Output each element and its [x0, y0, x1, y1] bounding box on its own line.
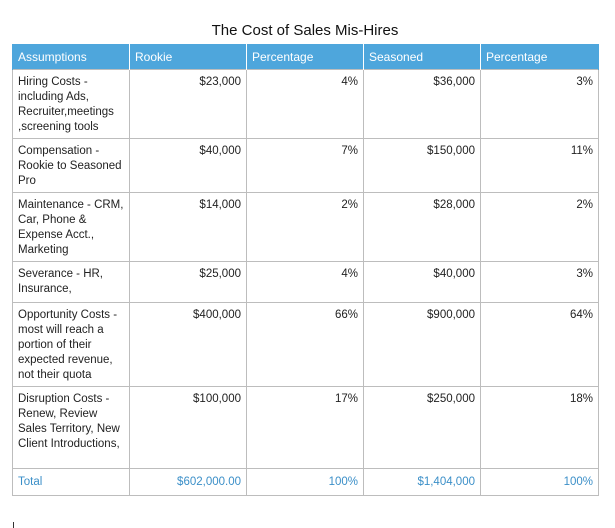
total-seasoned-cost: $1,404,000 — [364, 469, 481, 496]
seasoned-cost: $250,000 — [364, 387, 481, 469]
table-row — [13, 139, 599, 193]
seasoned-percentage: 64% — [481, 303, 599, 387]
table-row — [13, 193, 599, 262]
total-row — [13, 469, 599, 496]
header-rookie-percentage: Percentage — [247, 44, 364, 70]
seasoned-percentage: 11% — [481, 139, 599, 193]
row-label: Disruption Costs - Renew, Review Sales Territory, New Client Introductions, — [13, 387, 130, 469]
table-title: The Cost of Sales Mis-Hires — [211, 22, 399, 39]
row-label: Maintenance - CRM, Car, Phone & Expense Acct., Marketing — [13, 193, 130, 262]
row-label: Opportunity Costs - most will reach a portion of their expected revenue, not their quota — [13, 303, 130, 387]
rookie-percentage: 2% — [247, 193, 364, 262]
rookie-percentage: 4% — [247, 70, 364, 139]
seasoned-cost: $900,000 — [364, 303, 481, 387]
rookie-percentage: 17% — [247, 387, 364, 469]
header-seasoned: Seasoned — [364, 44, 481, 70]
seasoned-cost: $150,000 — [364, 139, 481, 193]
header-seasoned-percentage: Percentage — [481, 44, 599, 70]
rookie-cost: $100,000 — [130, 387, 247, 469]
cost-table-container — [12, 18, 598, 496]
rookie-cost: $23,000 — [130, 70, 247, 139]
rookie-percentage: 66% — [247, 303, 364, 387]
seasoned-cost: $40,000 — [364, 262, 481, 303]
header-rookie: Rookie — [130, 44, 247, 70]
total-seasoned-percentage: 100% — [481, 469, 599, 496]
seasoned-cost: $36,000 — [364, 70, 481, 139]
row-label: Compensation - Rookie to Seasoned Pro — [13, 139, 130, 193]
rookie-percentage: 4% — [247, 262, 364, 303]
total-rookie-percentage: 100% — [247, 469, 364, 496]
header-assumptions: Assumptions — [13, 44, 130, 70]
rookie-percentage: 7% — [247, 139, 364, 193]
total-rookie-cost: $602,000.00 — [130, 469, 247, 496]
rookie-cost: $40,000 — [130, 139, 247, 193]
total-label: Total — [13, 469, 130, 496]
rookie-cost: $400,000 — [130, 303, 247, 387]
table-row — [13, 303, 599, 387]
cost-table — [12, 44, 599, 496]
seasoned-percentage: 3% — [481, 70, 599, 139]
text-cursor-mark — [13, 522, 14, 528]
seasoned-cost: $28,000 — [364, 193, 481, 262]
table-row — [13, 262, 599, 303]
rookie-cost: $14,000 — [130, 193, 247, 262]
seasoned-percentage: 3% — [481, 262, 599, 303]
row-label: Hiring Costs - including Ads, Recruiter,meetings ,screening tools — [13, 70, 130, 139]
rookie-cost: $25,000 — [130, 262, 247, 303]
table-row — [13, 387, 599, 469]
table-row — [13, 70, 599, 139]
header-row — [13, 44, 599, 70]
row-label: Severance - HR, Insurance, — [13, 262, 130, 303]
seasoned-percentage: 18% — [481, 387, 599, 469]
seasoned-percentage: 2% — [481, 193, 599, 262]
